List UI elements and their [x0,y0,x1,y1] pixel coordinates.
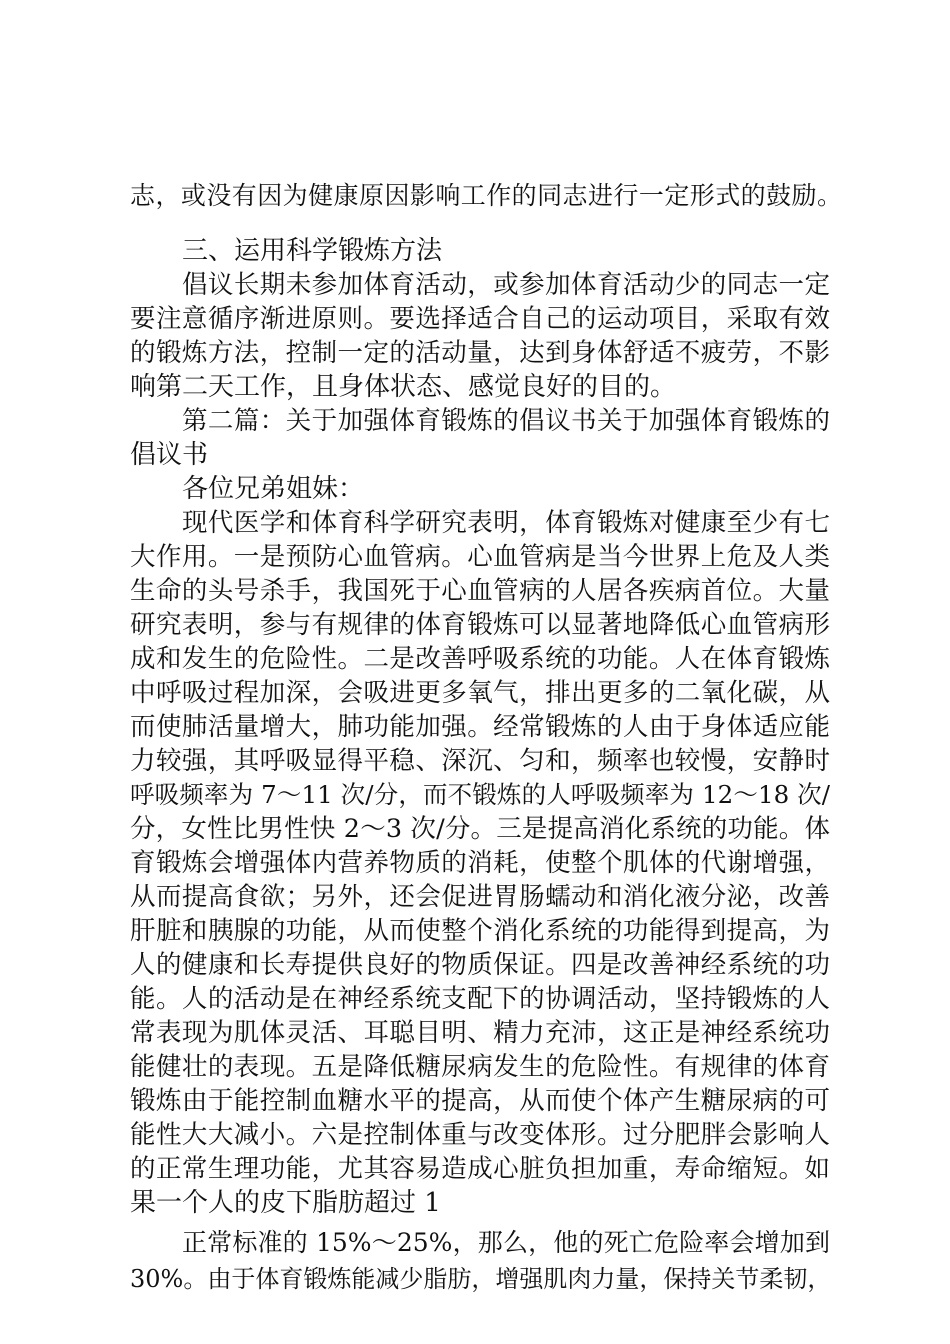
text-line: 志，或没有因为健康原因影响工作的同志进行一定形式的鼓励。 [130,181,842,210]
text-line: 而使肺活量增大，肺功能加强。经常锻炼的人由于身体适应能 [130,712,830,742]
text-line: 能。人的活动是在神经系统支配下的协调活动，坚持锻炼的人 [130,984,830,1014]
text-line: 的锻炼方法，控制一定的活动量，达到身体舒适不疲劳，不影 [130,338,830,368]
text-line: 常表现为肌体灵活、耳聪目明、精力充沛，这正是神经系统功 [130,1018,830,1048]
text-line: 正常标准的 15%～25%，那么，他的死亡危险率会增加到 [182,1228,830,1257]
text-line: 分，女性比男性快 2～3 次/分。三是提高消化系统的功能。体 [130,814,830,844]
text-line: 的正常生理功能，尤其容易造成心脏负担加重，寿命缩短。如 [130,1154,830,1184]
text-line: 30%。由于体育锻炼能减少脂肪，增强肌肉力量，保持关节柔韧， [130,1265,832,1293]
text-line: 能健壮的表现。五是降低糖尿病发生的危险性。有规律的体育 [130,1052,830,1082]
text-line: 肝脏和胰腺的功能，从而使整个消化系统的功能得到提高，为 [130,916,830,946]
text-line: 大作用。一是预防心血管病。心血管病是当今世界上危及人类 [130,542,830,572]
text-line: 要注意循序渐进原则。要选择适合自己的运动项目，采取有效 [130,304,830,334]
text-line: 果一个人的皮下脂肪超过 1 [130,1188,441,1218]
text-line: 育锻炼会增强体内营养物质的消耗，使整个肌体的代谢增强， [130,848,830,878]
text-line: 生命的头号杀手，我国死于心血管病的人居各疾病首位。大量 [130,576,830,606]
text-line: 响第二天工作，且身体状态、感觉良好的目的。 [130,372,677,402]
text-line: 倡议长期未参加体育活动，或参加体育活动少的同志一定 [182,270,830,300]
text-line: 锻炼由于能控制血糖水平的提高，从而使个体产生糖尿病的可 [130,1086,830,1116]
text-line: 中呼吸过程加深，会吸进更多氧气，排出更多的二氧化碳，从 [130,678,830,708]
text-line: 成和发生的危险性。二是改善呼吸系统的功能。人在体育锻炼 [130,644,830,674]
section-heading: 三、运用科学锻炼方法 [182,236,443,266]
text-line: 人的健康和长寿提供良好的物质保证。四是改善神经系统的功 [130,950,830,980]
text-line: 能性大大减小。六是控制体重与改变体形。过分肥胖会影响人 [130,1120,830,1150]
text-line: 现代医学和体育科学研究表明，体育锻炼对健康至少有七 [182,508,830,538]
text-line: 呼吸频率为 7～11 次/分，而不锻炼的人呼吸频率为 12～18 次/ [130,780,830,809]
article-title: 倡议书 [130,440,209,470]
text-line: 从而提高食欲；另外，还会促进胃肠蠕动和消化液分泌，改善 [130,882,830,912]
salutation: 各位兄弟姐妹： [182,474,365,504]
text-line: 力较强，其呼吸显得平稳、深沉、匀和，频率也较慢，安静时 [130,746,830,776]
text-line: 研究表明，参与有规律的体育锻炼可以显著地降低心血管病形 [130,610,830,640]
article-title: 第二篇：关于加强体育锻炼的倡议书关于加强体育锻炼的 [182,406,830,436]
